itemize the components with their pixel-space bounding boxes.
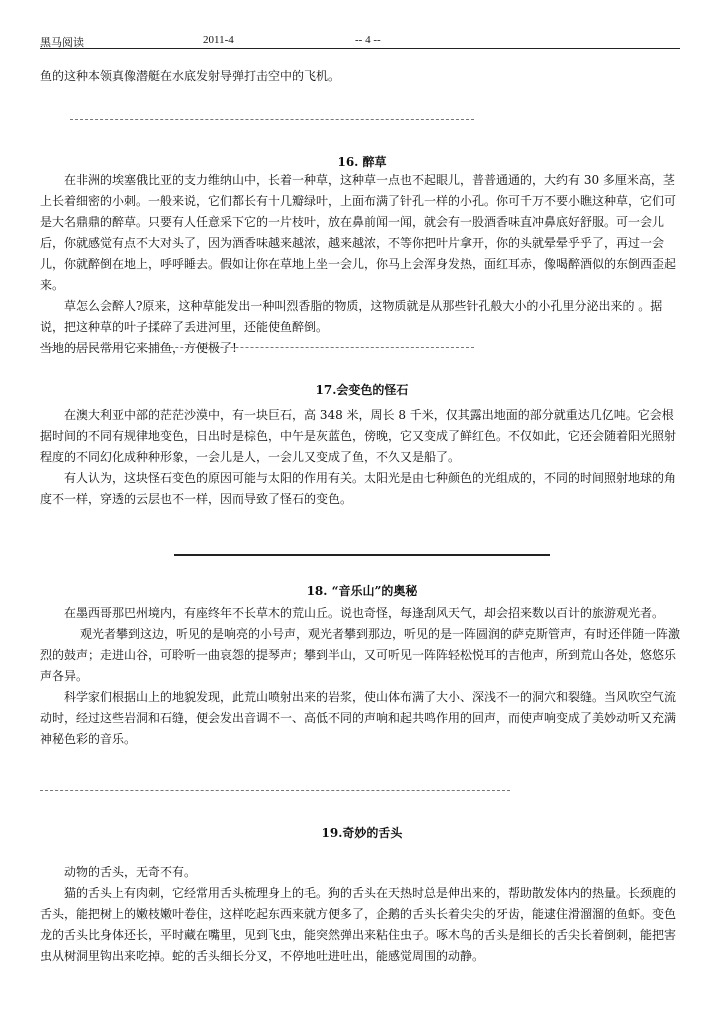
article-17-paragraph: 在澳大利亚中部的茫茫沙漠中，有一块巨石，高 348 米，周长 8 千米，仅其露出地面的部分就重达几亿吨。它会根据时间的不同有规律地变色，日出时是棕色，中午是灰蓝色，傍晚，它又变成了鲜红色。不仅如此，它还会随着阳光照射程度的不同幻化成种种形象，一会儿是人，一会儿又变成了鱼，不久又是船了。	[40, 408, 677, 464]
intro-paragraph	[40, 66, 682, 87]
header-date: 2011-4	[203, 34, 234, 46]
article-16-paragraph: 草怎么会醉人?原来，这种草能发出一种叫烈香脂的物质，这物质就是从那些针孔般大小的小孔里分泌出来的 。据说，把这种草的叶子揉碎了丢进河里，还能使鱼醉倒。	[40, 299, 663, 334]
article-18-body	[40, 603, 682, 750]
article-16-body	[40, 170, 682, 359]
intro-text: 鱼的这种本领真像潜艇在水底发射导弹打击空中的飞机。	[40, 69, 341, 83]
article-17-body	[40, 405, 682, 510]
article-17-title: 17.会变色的怪石	[315, 383, 409, 397]
article-19-paragraph: 猫的舌头上有肉刺，它经常用舌头梳理身上的毛。狗的舌头在天热时总是伸出来的，帮助散发体内的热量。长颈鹿的舌头，能把树上的嫩枝嫩叶卷住，这样吃起东西来就方便多了，企鹅的舌头长着尖尖的牙齿，能逮住滑溜溜的鱼虾。变色龙的舌头比身体还长，平时藏在嘴里，见到飞虫，能突然弹出来粘住虫子。啄木鸟的舌头是细长的舌尖长着倒刺，能把害虫从树洞里钩出来吃掉。蛇的舌头细长分叉，不停地吐进吐出，能感觉周围的动静。	[40, 886, 677, 963]
article-16-paragraph: 在非洲的埃塞俄比亚的支力维纳山中，长着一种草，这种草一点也不起眼儿，普普通通的，大约有 30 多厘米高，茎上长着细密的小刺。一般来说，它们都长有十几瓣绿叶，上面布满了针孔一样的小孔。你可千万不要小瞧这种草，它们可是大名鼎鼎的醉草。只要有人任意采下它的一片枝叶，放在鼻前闻一闻，就会有一股酒香味直冲鼻底好舒服。可一会儿后，你就感觉有点不大对头了，因为酒香味越来越浓，越来越浓，不等你把叶片拿开，你的头就晕晕乎乎了，再过一会儿，你就醉倒在地上，呼呼睡去。假如让你在草地上坐一会儿，你马上会浑身发热，面红耳赤，像喝醉酒似的东倒西歪起来。	[40, 173, 677, 292]
header-rule	[40, 48, 680, 49]
article-18-paragraph: 观光者攀到这边，听见的是响亮的小号声，观光者攀到那边，听见的是一阵圆润的萨克斯管声，有时还伴随一阵激烈的鼓声；走进山谷，可聆听一曲哀怨的提琴声；攀到半山，又可听见一阵阵轻松悦耳的吉他声，所到荒山各处，悠悠乐声各异。	[40, 627, 681, 683]
article-19-title: 19.奇妙的舌头	[321, 826, 403, 840]
article-18-paragraph: 在墨西哥那巴州境内，有座终年不长草木的荒山丘。说也奇怪，每逢刮风天气，却会招来数以百计的旅游观光者。	[64, 606, 665, 620]
divider-dashed	[70, 119, 474, 120]
article-16-paragraph: 当地的居民常用它来捕鱼，方便极了!	[40, 341, 237, 355]
article-18-title: 18. “音乐山”的奥秘	[306, 584, 418, 598]
article-18-paragraph: 科学家们根据山上的地貌发现，此荒山喷射出来的岩浆，使山体布满了大小、深浅不一的洞穴和裂缝。当风吹空气流动时，经过这些岩洞和石缝，便会发出音调不一、高低不同的声响和起共鸣作用的回声，而使声响变成了美妙动听又充满神秘色彩的音乐。	[40, 690, 677, 746]
article-19-paragraph: 动物的舌头，无奇不有。	[64, 865, 197, 879]
article-19-body	[40, 862, 682, 967]
header-page-number: -- 4 --	[355, 34, 381, 46]
divider-dashed	[40, 790, 510, 791]
divider-dashed	[40, 347, 474, 348]
divider-solid	[174, 554, 550, 556]
article-17-paragraph: 有人认为，这块怪石变色的原因可能与太阳的作用有关。太阳光是由七种颜色的光组成的，不同的时间照射地球的角度不一样，穿透的云层也不一样，因而导致了怪石的变色。	[40, 471, 677, 506]
header-book-title: 黑马阅读	[40, 37, 84, 49]
article-16-title: 16. 醉草	[337, 155, 387, 169]
